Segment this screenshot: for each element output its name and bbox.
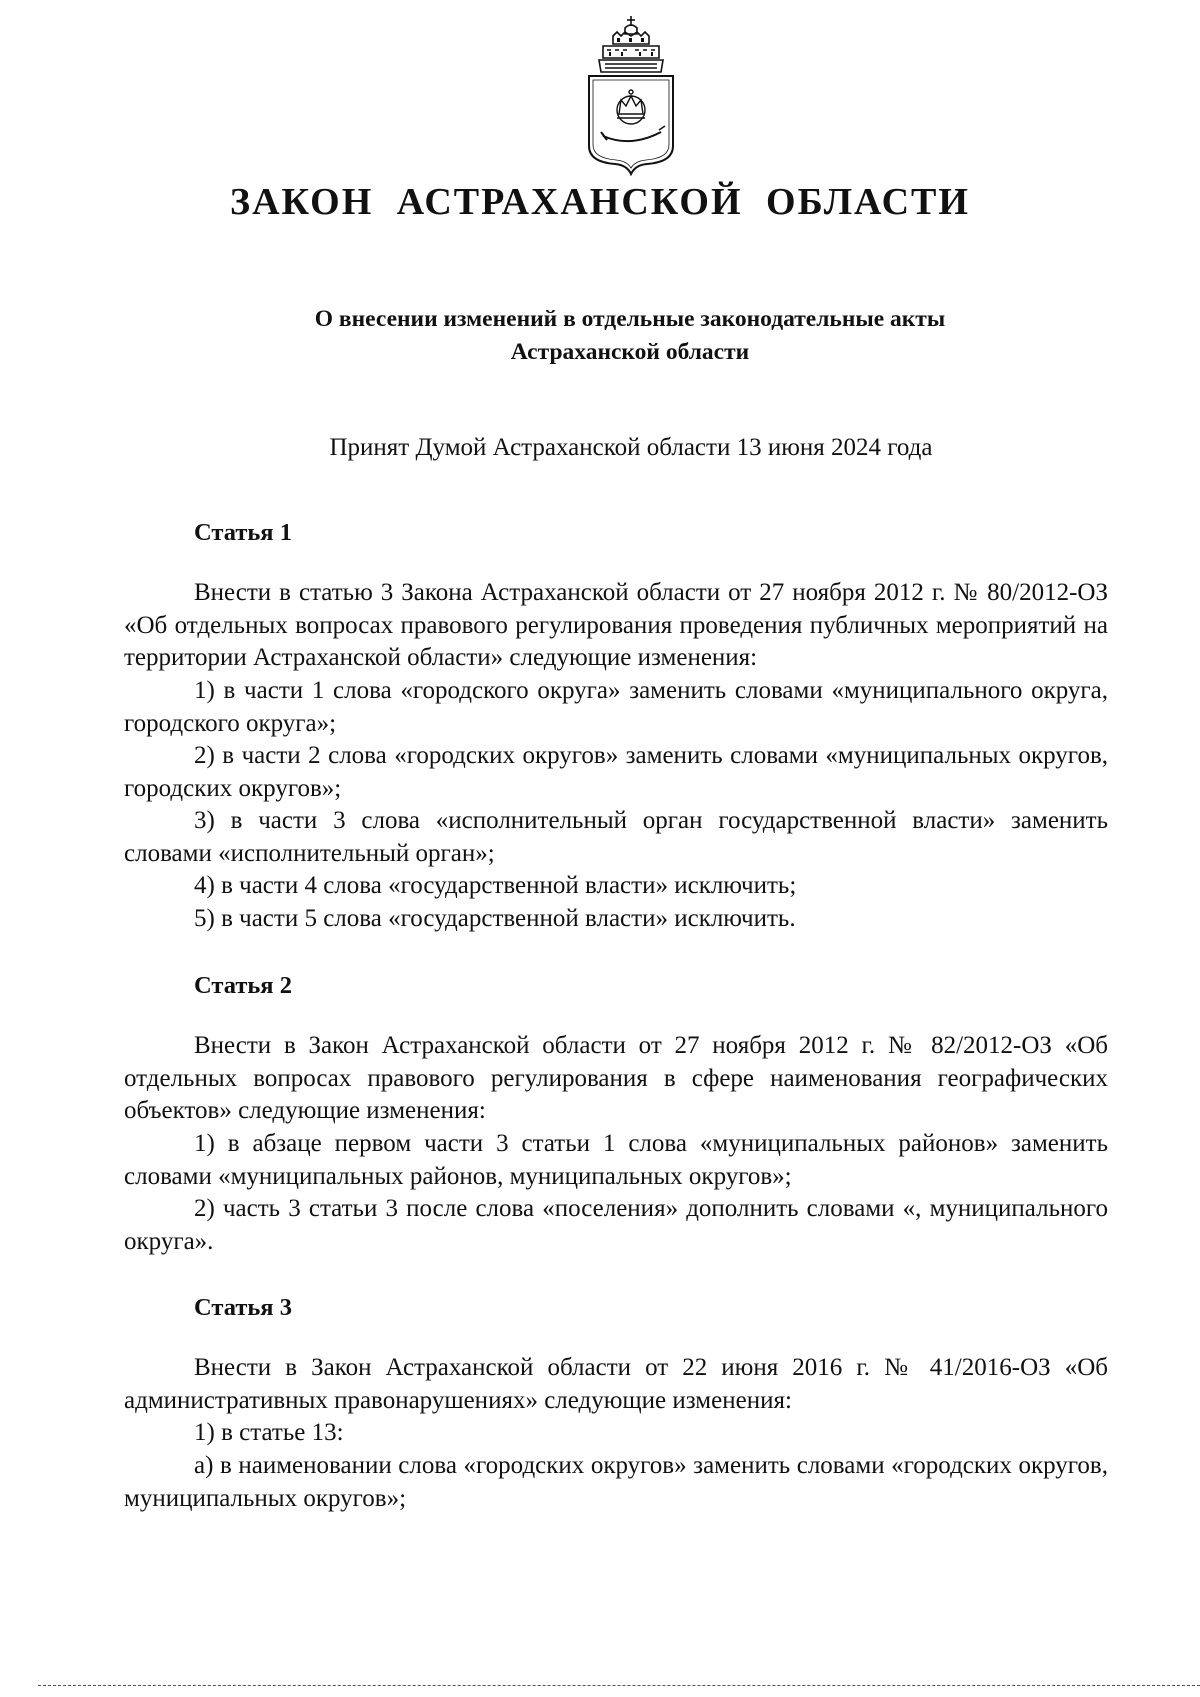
article-3-item-1a: а) в наименовании слова «городских округов» заменить словами «городских округов, муниципальных округов»; [124, 1452, 1108, 1512]
article-1-item-2: 2) в части 2 слова «городских округов» заменить словами «муниципальных округов, городских округов»; [124, 742, 1108, 802]
article-2-paragraph: Внести в Закон Астраханской области от 27 ноября 2012 г. № 82/2012-ОЗ «Об отдельных вопросах правового регулирования в сфере наименования географических объектов» следующие изменения: [124, 1032, 1108, 1125]
article-1-item-3: 3) в части 3 слова «исполнительный орган государственной власти» заменить словами «исполнительный орган»; [124, 807, 1108, 867]
article-2-heading: Статья 2 [194, 972, 292, 999]
law-subtitle-line-2: Астраханской области [510, 339, 750, 365]
law-subtitle-line-1: О внесении изменений в отдельные законодательные акты [314, 306, 946, 332]
article-1-item-5: 5) в части 5 слова «государственной власти» исключить. [194, 905, 796, 932]
article-3-item-1: 1) в статье 13: [194, 1419, 344, 1446]
article-2-item-2: 2) часть 3 статьи 3 после слова «поселения» дополнить словами «, муниципального округа». [124, 1195, 1108, 1255]
article-3-heading: Статья 3 [194, 1294, 292, 1321]
article-1-paragraph: Внести в статью 3 Закона Астраханской области от 27 ноября 2012 г. № 80/2012-ОЗ «Об отдельных вопросах правового регулирования проведения публичных мероприятий на территории Астраханской области» следующие изменения: [124, 579, 1108, 672]
adoption-note: Принят Думой Астраханской области 13 июня 2024 года [329, 434, 933, 461]
article-1-item-1: 1) в части 1 слова «городского округа» заменить словами «муниципального округа, городского округа»; [124, 677, 1108, 737]
law-subtitle [200, 303, 1060, 369]
page-bottom-divider [38, 1685, 1200, 1686]
article-1-item-4: 4) в части 4 слова «государственной власти» исключить; [194, 872, 797, 899]
law-title: ЗАКОН АСТРАХАНСКОЙ ОБЛАСТИ [230, 181, 970, 223]
article-3-paragraph: Внести в Закон Астраханской области от 22 июня 2016 г. № 41/2016-ОЗ «Об административных правонарушениях» следующие изменения: [124, 1354, 1108, 1414]
article-1-heading: Статья 1 [194, 519, 292, 546]
article-2-item-1: 1) в абзаце первом части 3 статьи 1 слова «муниципальных районов» заменить словами «муниципальных районов, муниципальных округов»; [124, 1130, 1108, 1190]
astrakhan-coat-of-arms-icon [581, 14, 681, 176]
